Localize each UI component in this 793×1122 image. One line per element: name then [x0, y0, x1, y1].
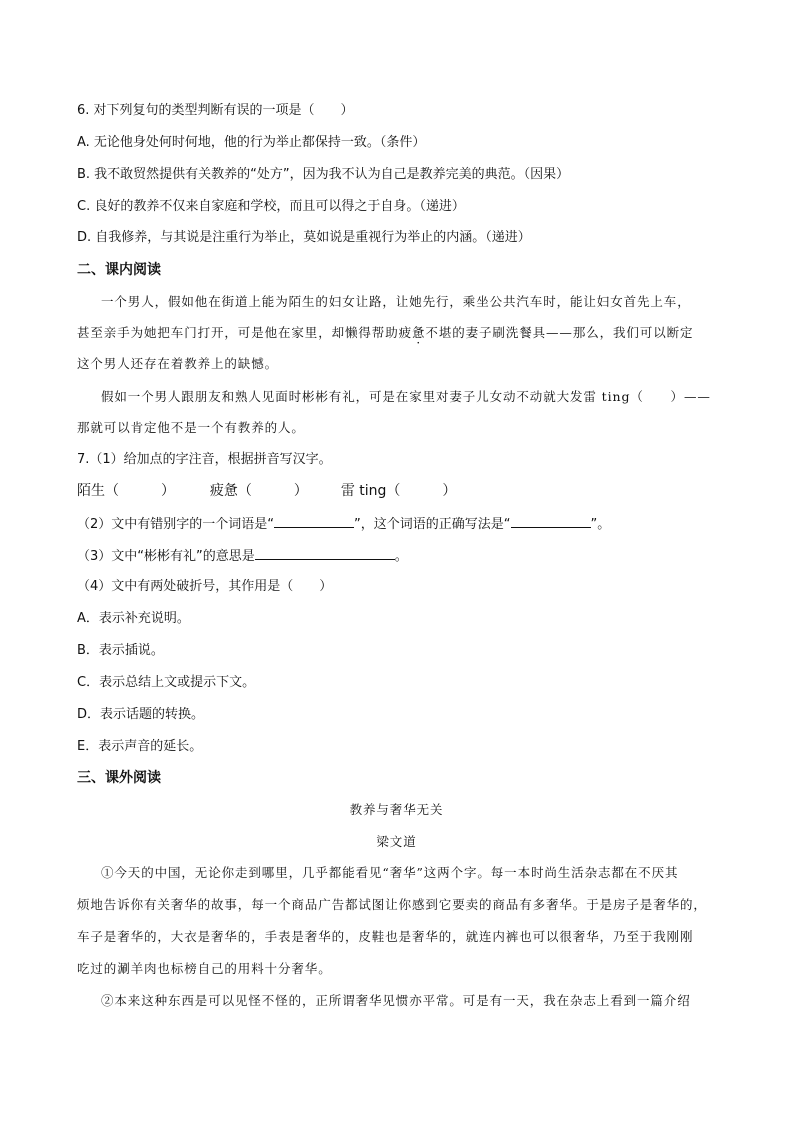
answer-blank[interactable] — [274, 515, 354, 528]
section2-p1-line3: 这个男人还存在着教养上的缺憾。 — [77, 356, 279, 371]
answer-blank[interactable] — [255, 547, 395, 560]
pinyin-item-1: 陌生（ ） — [77, 483, 175, 499]
q6-stem: 6. 对下列复句的类型判断有误的一项是（ ） — [77, 103, 354, 118]
section2-title: 二、课内阅读 — [77, 262, 161, 278]
answer-blank[interactable] — [511, 515, 591, 528]
pinyin-item-3: 雷 ting（ ） — [340, 483, 457, 499]
pinyin-item-2: 疲惫（ ） — [209, 483, 308, 499]
q7-option-d: D．表示话题的转换。 — [77, 707, 205, 722]
section2-p2-line1: 假如一个男人跟朋友和熟人见面时彬彬有礼，可是在家里对妻子儿女动不动就大发雷 ting（ ）—— — [101, 389, 711, 404]
q6-option-a: A. 无论他身处何时何地，他的行为举止都保持一致。（条件） — [77, 135, 426, 150]
section3-p2-line1: ②本来这种东西是可以见怪不怪的，正所谓奢华见惯亦平常。可是有一天，我在杂志上看到一篇介绍 — [101, 993, 691, 1008]
q6-option-b: B. 我不敢贸然提供有关教养的“处方”，因为我不认为自己是教养完美的典范。（因果） — [77, 167, 570, 182]
q7-pinyin-row — [77, 482, 456, 500]
q7-part2: （2）文中有错别字的一个词语是“ ”，这个词语的正确写法是“ ”。 — [77, 517, 611, 532]
section2-p1-line2: 甚至亲手为她把车门打开，可是他在家里，却懒得帮助疲惫不堪的妻子刷洗餐具——那么，我们可以断定 — [77, 325, 694, 340]
dotted-char: 惫 — [412, 325, 426, 340]
section2-p2-line2: 那就可以肯定他不是一个有教养的人。 — [77, 420, 305, 435]
q7-option-e: E．表示声音的延长。 — [77, 739, 203, 754]
q7-option-b: B．表示插说。 — [77, 643, 164, 658]
q7-stem: 7.（1）给加点的字注音，根据拼音写汉字。 — [77, 452, 332, 467]
section3-p1-line1: ①今天的中国，无论你走到哪里，几乎都能看见“奢华”这两个字。每一本时尚生活杂志都在不厌其 — [101, 865, 679, 880]
q7-part3: （3）文中“彬彬有礼”的意思是 。 — [77, 549, 408, 564]
article-title: 教养与奢华无关 — [349, 802, 444, 817]
q6-option-c: C. 良好的教养不仅来自家庭和学校，而且可以得之于自身。（递进） — [77, 199, 465, 214]
article-author: 梁文道 — [376, 834, 417, 849]
q7-option-a: A．表示补充说明。 — [77, 611, 190, 626]
q6-option-d: D. 自我修养，与其说是注重行为举止，莫如说是重视行为举止的内涵。（递进） — [77, 230, 531, 245]
section2-p1-line1: 一个男人，假如他在街道上能为陌生的妇女让路，让她先行，乘坐公共汽车时，能让妇女首先上车， — [101, 294, 691, 309]
section3-p1-line3: 车子是奢华的，大衣是奢华的，手表是奢华的，皮鞋也是奢华的，就连内裤也可以很奢华，乃至于我刚刚 — [77, 929, 694, 944]
section3-title: 三、课外阅读 — [77, 770, 161, 786]
q7-part4: （4）文中有两处破折号，其作用是（ ） — [77, 579, 333, 594]
section3-p1-line4: 吃过的涮羊肉也标榜自己的用料十分奢华。 — [77, 961, 332, 976]
q7-option-c: C．表示总结上文或提示下文。 — [77, 675, 256, 690]
section3-p1-line2: 烦地告诉你有关奢华的故事，每一个商品广告都试图让你感到它要卖的商品有多奢华。于是房子是奢华的， — [77, 897, 707, 912]
